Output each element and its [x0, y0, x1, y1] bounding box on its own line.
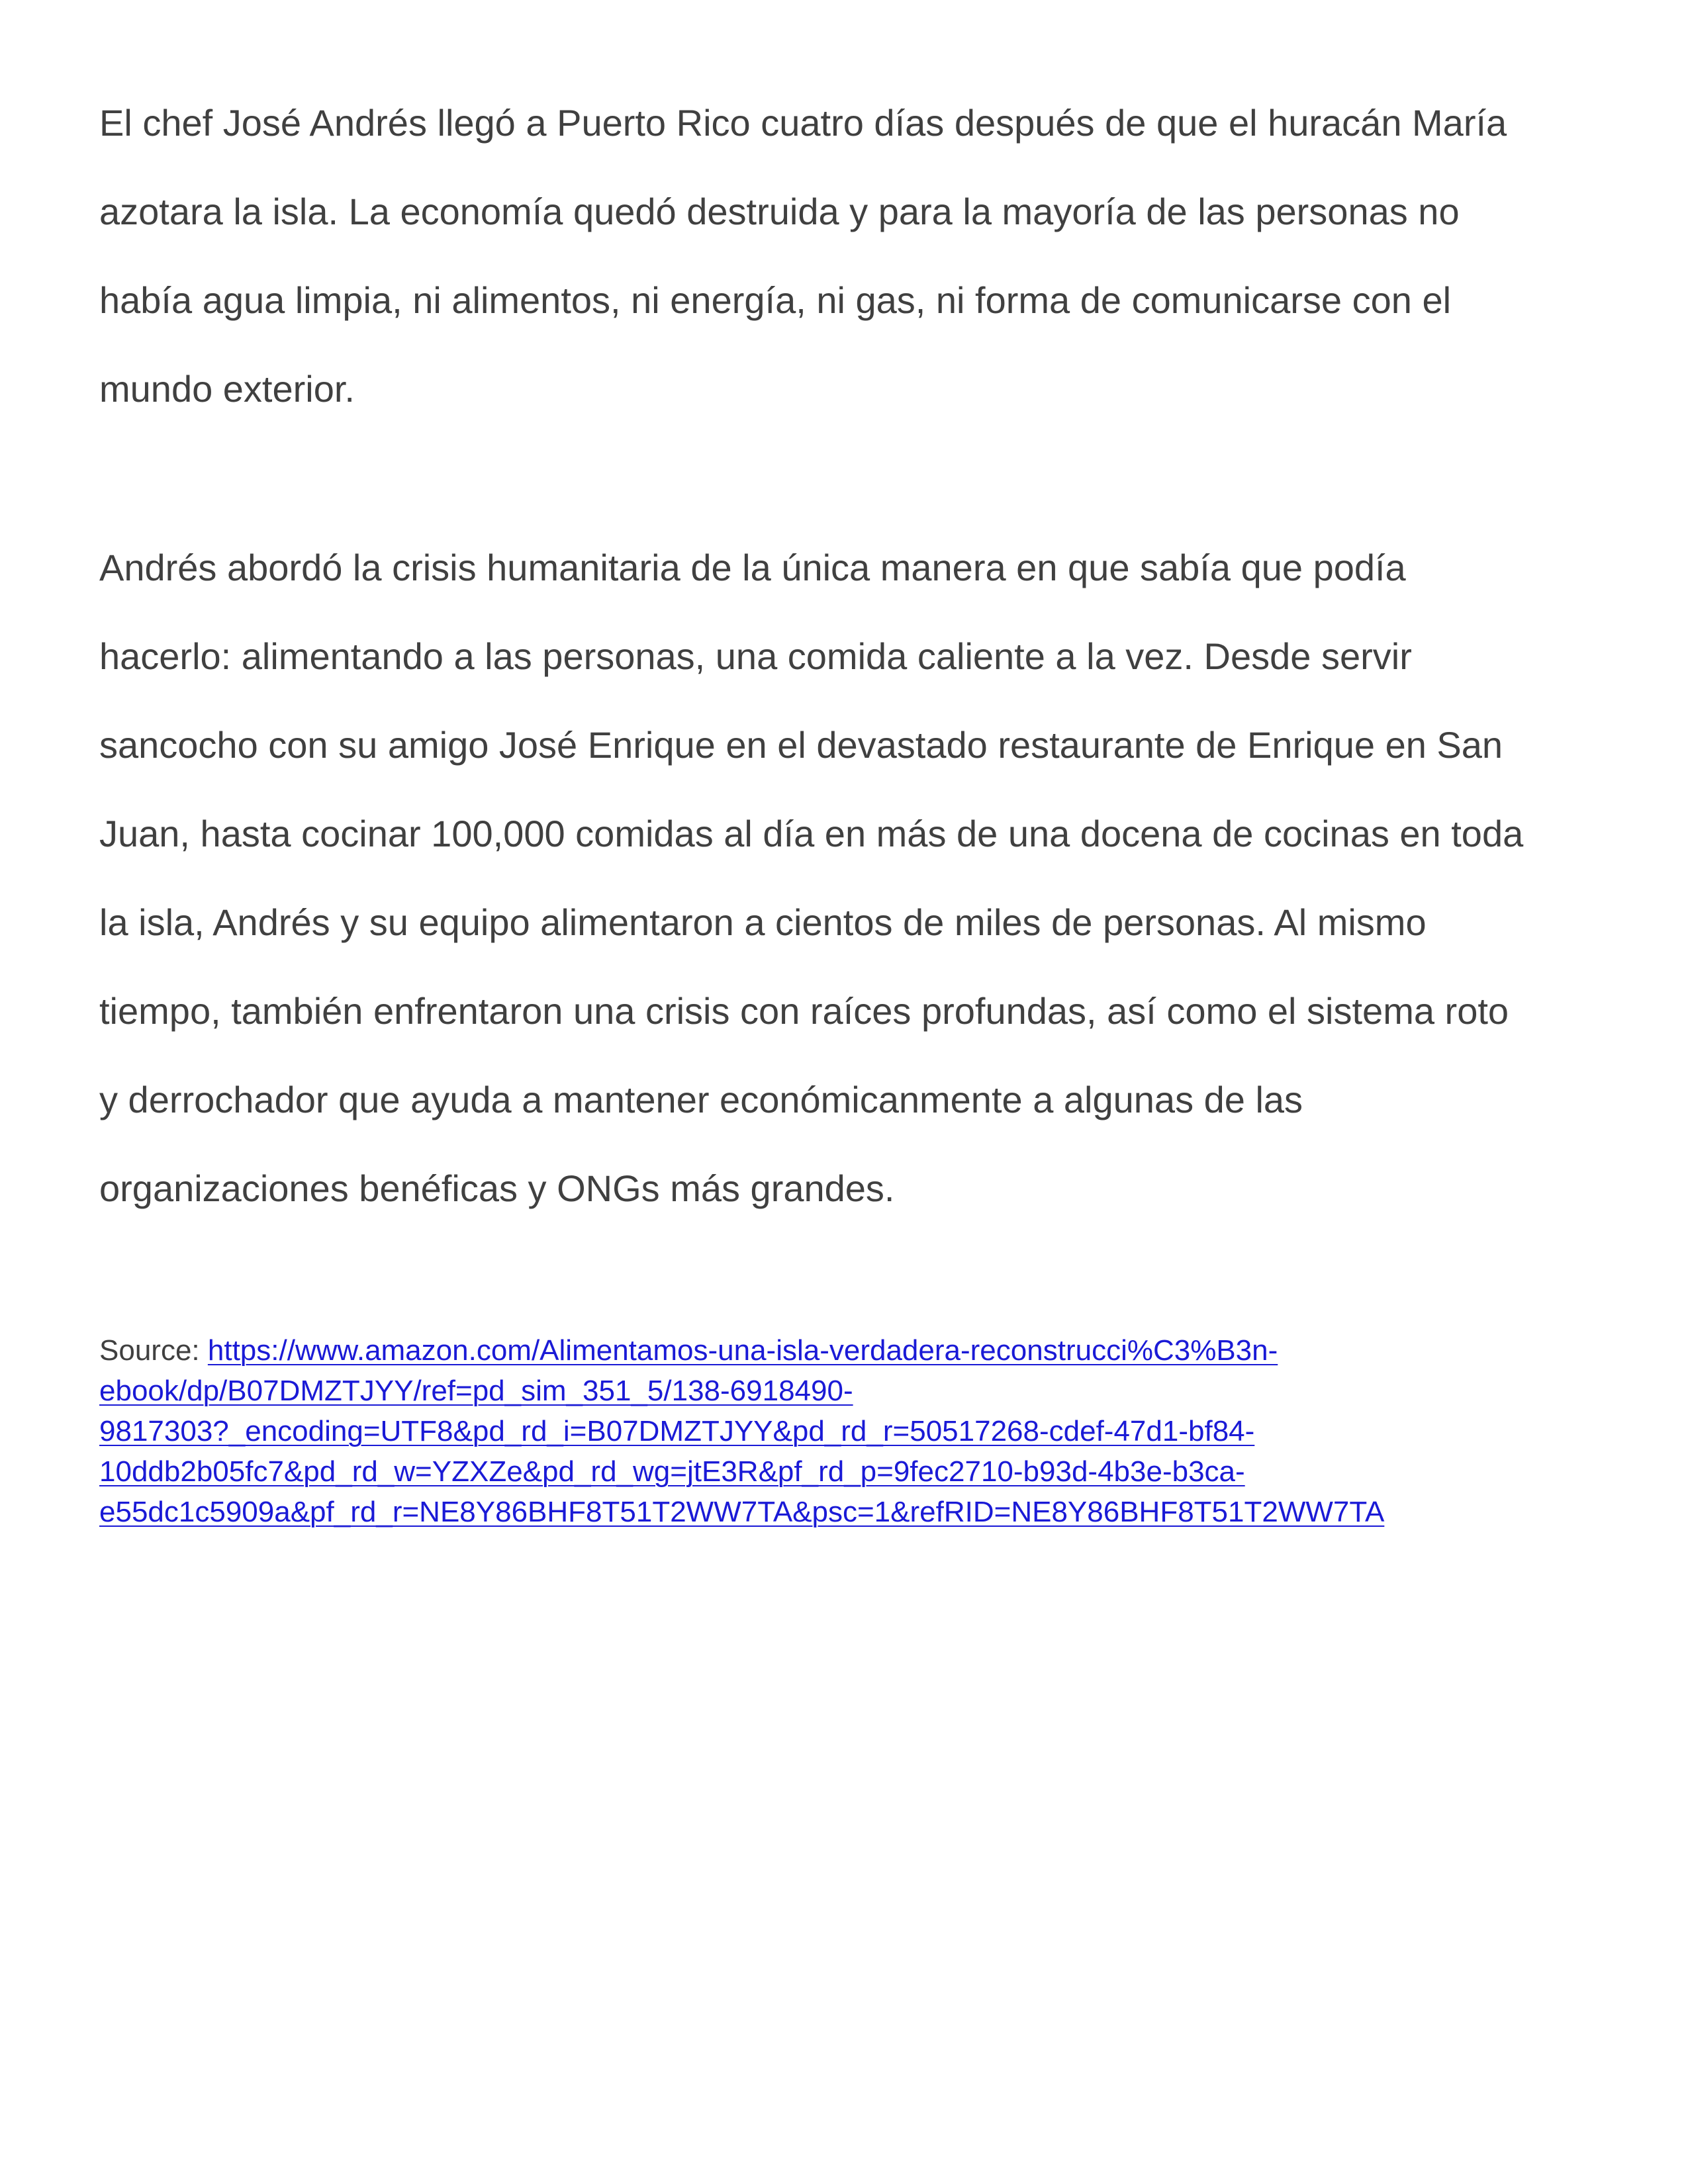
source-link-line[interactable]: 9817303?_encoding=UTF8&pd_rd_i=B07DMZTJYY&pd_rd_r=50517268-cdef-47d1-bf84-	[99, 1415, 1255, 1447]
paragraph-line: hacerlo: alimentando a las personas, una comida caliente a la vez. Desde servir	[99, 635, 1412, 677]
source-link-line[interactable]: https://www.amazon.com/Alimentamos-una-isla-verdadera-reconstrucci%C3%B3n-	[207, 1334, 1278, 1367]
paragraph-line: Andrés abordó la crisis humanitaria de la única manera en que sabía que podía	[99, 547, 1406, 588]
paragraph-line: Juan, hasta cocinar 100,000 comidas al día en más de una docena de cocinas en toda	[99, 813, 1524, 854]
source-row	[99, 1330, 1622, 1371]
paragraph-intro	[99, 98, 1602, 453]
source-label: Source:	[99, 1334, 208, 1367]
paragraph-line: El chef José Andrés llegó a Puerto Rico cuatro días después de que el huracán María	[99, 102, 1507, 144]
paragraph-line: y derrochador que ayuda a mantener económicanmente a algunas de las	[99, 1079, 1303, 1120]
paragraph-line: sancocho con su amigo José Enrique en el devastado restaurante de Enrique en San	[99, 724, 1503, 766]
source-link-line[interactable]: ebook/dp/B07DMZTJYY/ref=pd_sim_351_5/138-6918490-	[99, 1375, 853, 1407]
paragraph-line: azotara la isla. La economía quedó destruida y para la mayoría de las personas no	[99, 191, 1460, 232]
paragraph-line: la isla, Andrés y su equipo alimentaron a cientos de miles de personas. Al mismo	[99, 901, 1427, 943]
source-row	[99, 1411, 1622, 1451]
paragraph-line: mundo exterior.	[99, 368, 355, 410]
source-link-line[interactable]: 10ddb2b05fc7&pd_rd_w=YZXZe&pd_rd_wg=jtE3R&pf_rd_p=9fec2710-b93d-4b3e-b3ca-	[99, 1455, 1245, 1488]
paragraph-line: había agua limpia, ni alimentos, ni energía, ni gas, ni forma de comunicarse con el	[99, 279, 1452, 321]
source-row	[99, 1451, 1622, 1492]
source-citation	[99, 1330, 1622, 1532]
source-row	[99, 1371, 1622, 1411]
source-link-line[interactable]: e55dc1c5909a&pf_rd_r=NE8Y86BHF8T51T2WW7TA&psc=1&refRID=NE8Y86BHF8T51T2WW7TA	[99, 1496, 1385, 1528]
source-row	[99, 1492, 1622, 1532]
paragraph-body	[99, 543, 1602, 1252]
paragraph-line: tiempo, también enfrentaron una crisis con raíces profundas, así como el sistema roto	[99, 990, 1509, 1032]
paragraph-line: organizaciones benéficas y ONGs más grandes.	[99, 1167, 895, 1209]
